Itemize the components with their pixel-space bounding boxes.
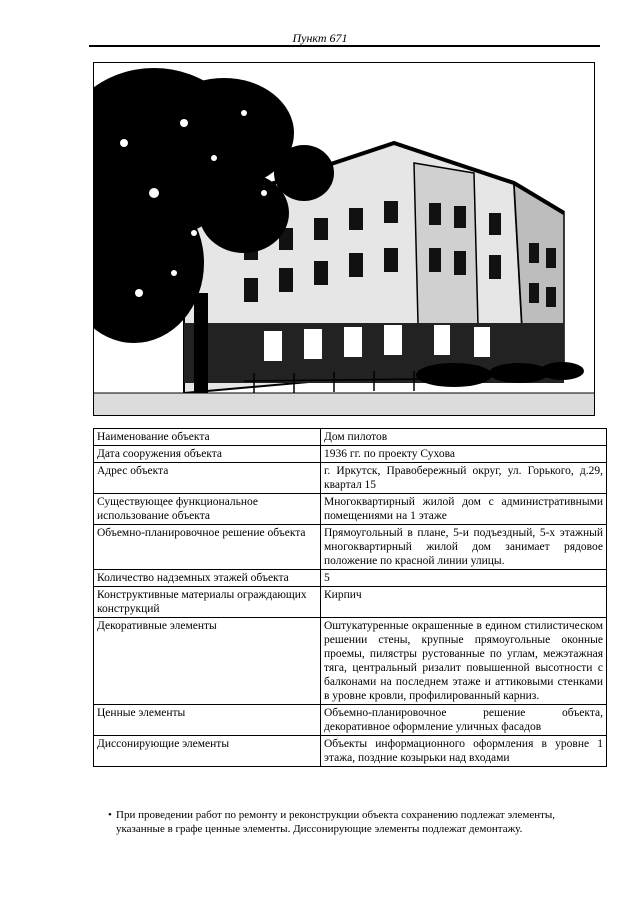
row-label: Существующее функциональное использование объекта: [94, 494, 321, 525]
row-value: Объекты информационного оформления в уровне 1 этажа, поздние козырьки над входами: [321, 736, 607, 767]
row-value: г. Иркутск, Правобережный округ, ул. Горького, д.29, квартал 15: [321, 463, 607, 494]
row-label: Конструктивные материалы ограждающих конструкций: [94, 587, 321, 618]
row-value: Многоквартирный жилой дом с административными помещениями на 1 этаже: [321, 494, 607, 525]
row-value: Прямоугольный в плане, 5-и подъездный, 5-х этажный многоквартирный жилой дом занимает рядовое положение по красной линии улицы.: [321, 525, 607, 570]
row-label: Ценные элементы: [94, 705, 321, 736]
table-row: [94, 736, 607, 767]
object-info-table: [93, 428, 607, 767]
row-value: 5: [321, 570, 607, 587]
row-value: Оштукатуренные окрашенные в едином стилистическом решении стены, крупные прямоугольные оконные проемы, пилястры рустованные по углам, межэтажная тяга, центральный ризалит повышенной высотности с балконами на последнем этаже и аттиковыми стенками в уровне кровли, профилированный карниз.: [321, 618, 607, 705]
row-label: Объемно-планировочное решение объекта: [94, 525, 321, 570]
row-value: Кирпич: [321, 587, 607, 618]
row-label: Адрес объекта: [94, 463, 321, 494]
header-divider: [89, 45, 600, 47]
table-row: [94, 446, 607, 463]
footnote: [108, 808, 576, 836]
row-value: Дом пилотов: [321, 429, 607, 446]
table-row: [94, 525, 607, 570]
building-photo: [93, 62, 595, 416]
table-row: [94, 705, 607, 736]
bullet-icon: •: [108, 809, 112, 821]
table-row: [94, 587, 607, 618]
table-row: [94, 429, 607, 446]
row-label: Декоративные элементы: [94, 618, 321, 705]
row-label: Наименование объекта: [94, 429, 321, 446]
row-label: Диссонирующие элементы: [94, 736, 321, 767]
table-row: [94, 463, 607, 494]
row-value: Объемно-планировочное решение объекта, декоративное оформление уличных фасадов: [321, 705, 607, 736]
row-label: Дата сооружения объекта: [94, 446, 321, 463]
table-row: [94, 494, 607, 525]
table-row: [94, 618, 607, 705]
page-title: Пункт 671: [292, 31, 348, 45]
table-row: [94, 570, 607, 587]
row-label: Количество надземных этажей объекта: [94, 570, 321, 587]
row-value: 1936 гг. по проекту Сухова: [321, 446, 607, 463]
footnote-text: При проведении работ по ремонту и реконструкции объекта сохранению подлежат элементы, указанные в графе ценные элементы. Диссонирующие элементы подлежат демонтажу.: [116, 809, 556, 835]
